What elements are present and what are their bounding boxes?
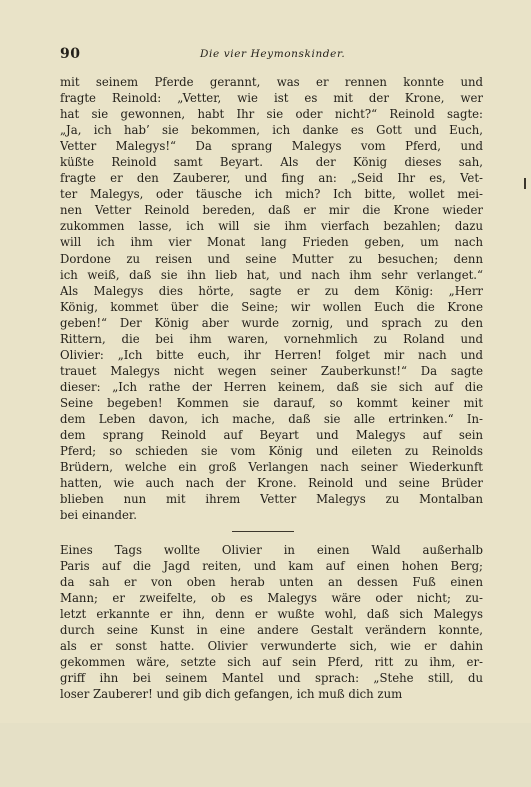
text-line: fragte er den Zauberer, und fing an: „Seid Ihr es, Vet- — [60, 171, 483, 186]
page-header — [60, 46, 481, 62]
page-number: 90 — [60, 46, 81, 62]
text-line: Rittern, die bei ihm waren, vornehmlich zu Roland und — [60, 331, 483, 346]
text-line: da sah er von oben herab unten an dessen Fuß einen — [60, 575, 483, 590]
text-line: trauet Malegys nicht wegen seiner Zauberkunst!“ Da sagte — [60, 363, 483, 378]
text-line: König, kommet über die Seine; wir wollen Euch die Krone — [60, 299, 483, 314]
section-divider — [232, 531, 294, 532]
text-line: küßte Reinold samt Beyart. Als der König dieses sah, — [60, 155, 483, 170]
running-title: Die vier Heymonskinder. — [200, 48, 346, 60]
text-line: als er sonst hatte. Olivier verwunderte sich, wie er dahin — [60, 639, 483, 654]
text-line: hat sie gewonnen, habt Ihr sie oder nicht?“ Reinold sagte: — [60, 107, 483, 122]
text-line: bei einander. — [60, 508, 137, 523]
text-line: Pferd; so schieden sie vom König und eileten zu Reinolds — [60, 444, 483, 459]
paragraph-1 — [60, 74, 483, 523]
text-line: geben!“ Der König aber wurde zornig, und sprach zu den — [60, 315, 483, 330]
text-line: Mann; er zweifelte, ob es Malegys wäre oder nicht; zu- — [60, 591, 483, 606]
text-line: ter Malegys, oder täusche ich mich? Ich bitte, wollet mei- — [60, 187, 483, 202]
text-line: griff ihn bei seinem Mantel und sprach: „Stehe still, du — [60, 671, 483, 686]
text-line: blieben nun mit ihrem Vetter Malegys zu Montalban — [60, 492, 483, 507]
text-line: mit seinem Pferde gerannt, was er rennen konnte und — [60, 75, 483, 89]
text-line: hatten, wie auch nach der Krone. Reinold und seine Brüder — [60, 476, 483, 491]
text-line: ich weiß, daß sie ihn lieb hat, und nach ihm sehr verlanget.“ — [60, 267, 483, 282]
text-line: gekommen wäre, setzte sich auf sein Pferd, ritt zu ihm, er- — [60, 655, 483, 670]
page-bottom-margin — [0, 723, 531, 787]
margin-mark — [524, 178, 526, 189]
text-line: durch seine Kunst in eine andere Gestalt verändern konnte, — [60, 623, 483, 638]
text-line: Dordone zu reisen und seine Mutter zu besuchen; denn — [60, 251, 483, 266]
text-line: letzt erkannte er ihn, denn er wußte wohl, daß sich Malegys — [60, 607, 483, 622]
text-line: Brüdern, welche ein groß Verlangen nach seiner Wiederkunft — [60, 460, 483, 475]
text-line: Als Malegys dies hörte, sagte er zu dem König: „Herr — [60, 283, 483, 298]
text-line: dem Leben davon, ich mache, daß sie alle ertrinken.“ In- — [60, 411, 483, 426]
text-line: dem sprang Reinold auf Beyart und Malegys auf sein — [60, 428, 483, 443]
text-line: Vetter Malegys!“ Da sprang Malegys vom Pferd, und — [60, 139, 483, 154]
text-line: will ich ihm vier Monat lang Frieden geben, um nach — [60, 235, 483, 250]
text-line: dieser: „Ich rathe der Herren keinem, daß sie sich auf die — [60, 379, 483, 394]
text-line: Seine begeben! Kommen sie darauf, so kommt keiner mit — [60, 395, 483, 410]
paragraph-2 — [60, 542, 483, 702]
text-line: nen Vetter Reinold bereden, daß er mir die Krone wieder — [60, 203, 483, 218]
text-line: „Ja, ich hab’ sie bekommen, ich danke es Gott und Euch, — [60, 123, 483, 138]
text-line: Olivier: „Ich bitte euch, ihr Herren! folget mir nach und — [60, 347, 483, 362]
text-line: Paris auf die Jagd reiten, und kam auf einen hohen Berg; — [60, 559, 483, 574]
text-line: Eines Tags wollte Olivier in einen Wald außerhalb — [60, 543, 483, 557]
text-line: fragte Reinold: „Vetter, wie ist es mit der Krone, wer — [60, 91, 483, 106]
text-line: loser Zauberer! und gib dich gefangen, ich muß dich zum — [60, 687, 403, 702]
text-line: zukommen lasse, ich will sie ihm vierfach bezahlen; dazu — [60, 219, 483, 234]
